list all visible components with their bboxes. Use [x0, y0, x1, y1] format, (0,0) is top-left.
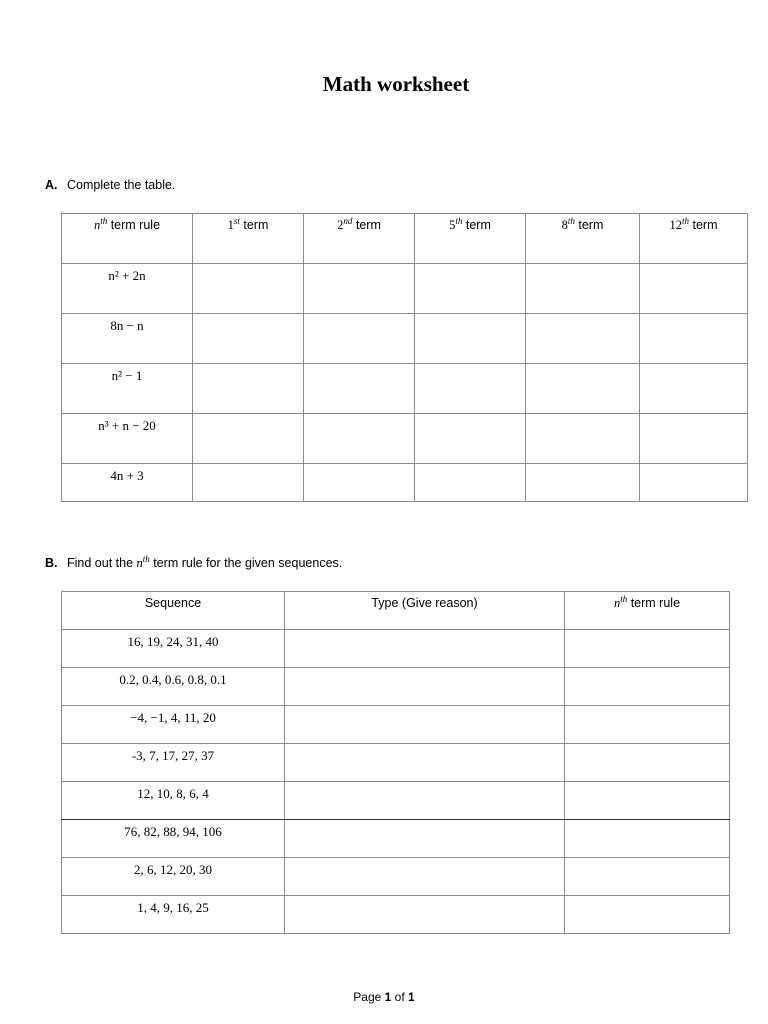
term-rule-table: [61, 213, 748, 502]
answer-cell[interactable]: [526, 364, 640, 414]
answer-cell[interactable]: [415, 314, 526, 364]
answer-cell[interactable]: [304, 314, 415, 364]
answer-cell[interactable]: [640, 314, 748, 364]
answer-cell[interactable]: [415, 464, 526, 502]
sequence-cell: 1, 4, 9, 16, 25: [62, 896, 285, 934]
table-row: [62, 744, 730, 782]
rule-answer-cell[interactable]: [565, 630, 730, 668]
table-a-header-row: [62, 214, 748, 264]
type-answer-cell[interactable]: [285, 668, 565, 706]
table-row: [62, 414, 748, 464]
sequence-cell: -3, 7, 17, 27, 37: [62, 744, 285, 782]
section-a-instruction: Complete the table.: [67, 178, 176, 192]
rule-cell: n² − 1: [62, 364, 193, 414]
sequence-cell: 12, 10, 8, 6, 4: [62, 782, 285, 820]
answer-cell[interactable]: [640, 264, 748, 314]
answer-cell[interactable]: [193, 364, 304, 414]
term-12-header: 12th term: [640, 214, 748, 264]
answer-cell[interactable]: [415, 364, 526, 414]
rule-answer-cell[interactable]: [565, 744, 730, 782]
page-title: Math worksheet: [322, 72, 470, 96]
type-answer-cell[interactable]: [285, 858, 565, 896]
table-row: [62, 858, 730, 896]
term-2-header: 2nd term: [304, 214, 415, 264]
table-row: [62, 464, 748, 502]
table-row: [62, 896, 730, 934]
nth-term-rule-header: $n^{th}$ term rule: [62, 214, 193, 264]
rule-cell: n³ + n − 20: [62, 414, 193, 464]
term-8-header: 8th term: [526, 214, 640, 264]
answer-cell[interactable]: [304, 464, 415, 502]
type-answer-cell[interactable]: [285, 706, 565, 744]
rule-answer-cell[interactable]: [565, 782, 730, 820]
answer-cell[interactable]: [640, 364, 748, 414]
section-b-heading: B. Find out the $n^{th}$ term rule for the given sequences.: [45, 554, 343, 570]
page-footer: Page 1 of 1: [353, 990, 415, 1004]
rule-cell: 8n − n: [62, 314, 193, 364]
sequence-cell: 16, 19, 24, 31, 40: [62, 630, 285, 668]
answer-cell[interactable]: [193, 414, 304, 464]
answer-cell[interactable]: [526, 414, 640, 464]
answer-cell[interactable]: [193, 314, 304, 364]
table-row: [62, 264, 748, 314]
type-answer-cell[interactable]: [285, 896, 565, 934]
section-b-letter: B.: [45, 556, 58, 570]
rule-answer-cell[interactable]: [565, 668, 730, 706]
table-row: [62, 314, 748, 364]
table-row: [62, 820, 730, 858]
table-row: [62, 668, 730, 706]
table-row: [62, 630, 730, 668]
answer-cell[interactable]: [415, 264, 526, 314]
rule-answer-cell[interactable]: [565, 706, 730, 744]
sequence-cell: 2, 6, 12, 20, 30: [62, 858, 285, 896]
answer-cell[interactable]: [526, 264, 640, 314]
type-answer-cell[interactable]: [285, 744, 565, 782]
term-1-header: 1st term: [193, 214, 304, 264]
type-answer-cell[interactable]: [285, 782, 565, 820]
answer-cell[interactable]: [304, 264, 415, 314]
section-a-letter: A.: [45, 178, 58, 192]
answer-cell[interactable]: [640, 414, 748, 464]
answer-cell[interactable]: [526, 314, 640, 364]
section-a-heading: [45, 177, 175, 193]
type-answer-cell[interactable]: [285, 630, 565, 668]
table-row: [62, 706, 730, 744]
section-b-instruction-post: term rule for the given sequences.: [153, 556, 343, 570]
nth-term-rule-header: $n^{th}$ term rule: [565, 592, 730, 630]
answer-cell[interactable]: [526, 464, 640, 502]
answer-cell[interactable]: [304, 364, 415, 414]
rule-cell: 4n + 3: [62, 464, 193, 502]
rule-cell: n² + 2n: [62, 264, 193, 314]
rule-answer-cell[interactable]: [565, 820, 730, 858]
rule-answer-cell[interactable]: [565, 896, 730, 934]
sequence-cell: 0.2, 0.4, 0.6, 0.8, 0.1: [62, 668, 285, 706]
rule-answer-cell[interactable]: [565, 858, 730, 896]
sequence-cell: 76, 82, 88, 94, 106: [62, 820, 285, 858]
type-answer-cell[interactable]: [285, 820, 565, 858]
table-b-header-row: [62, 592, 730, 630]
term-5-header: 5th term: [415, 214, 526, 264]
sequence-header: Sequence: [62, 592, 285, 630]
type-header: Type (Give reason): [285, 592, 565, 630]
sequence-cell: −4, −1, 4, 11, 20: [62, 706, 285, 744]
sequence-table: [61, 591, 730, 934]
answer-cell[interactable]: [193, 264, 304, 314]
answer-cell[interactable]: [640, 464, 748, 502]
section-b-instruction-pre: Find out the: [67, 556, 134, 570]
table-row: [62, 364, 748, 414]
table-row: [62, 782, 730, 820]
answer-cell[interactable]: [415, 414, 526, 464]
answer-cell[interactable]: [304, 414, 415, 464]
answer-cell[interactable]: [193, 464, 304, 502]
